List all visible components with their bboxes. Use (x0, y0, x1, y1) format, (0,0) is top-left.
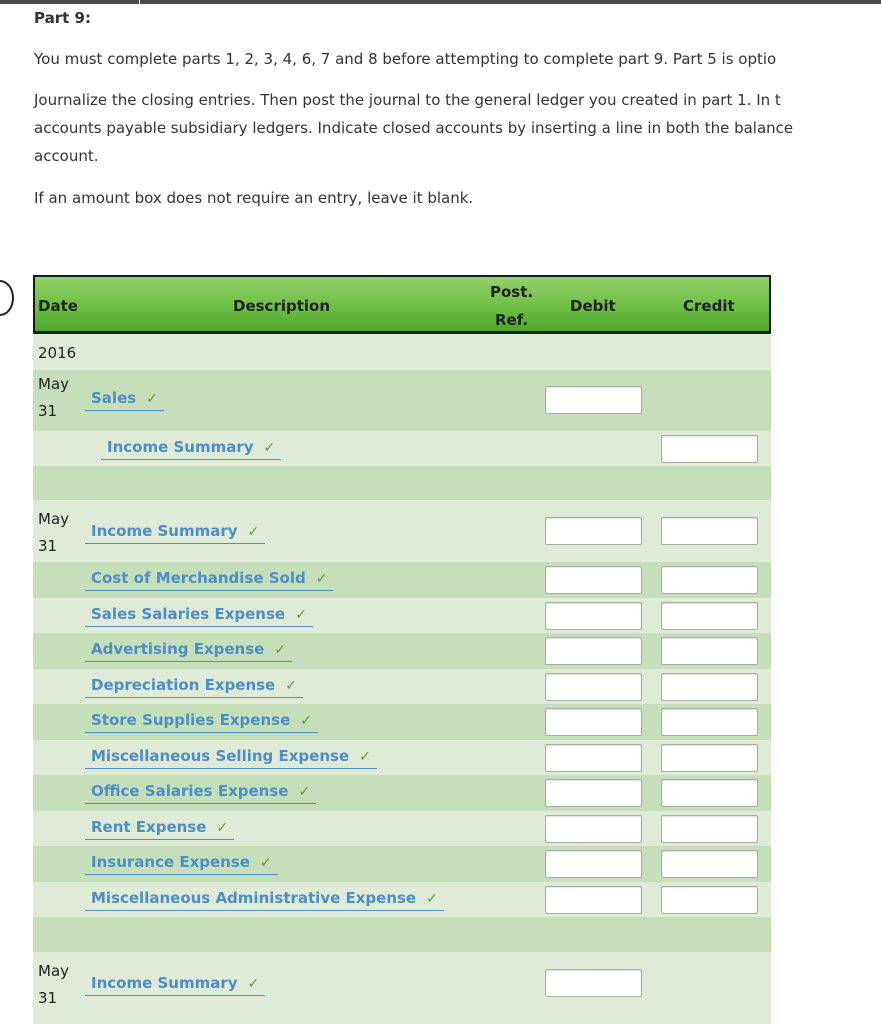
credit-input[interactable] (661, 850, 758, 878)
account-select[interactable] (85, 747, 377, 769)
table-row (33, 562, 771, 598)
debit-input[interactable] (545, 637, 642, 665)
spacer-row (33, 466, 771, 500)
date-day: 31 (38, 402, 58, 420)
check-icon: ✓ (146, 391, 158, 407)
table-row (33, 633, 771, 669)
instruction-line: If an amount box does not require an entry, leave it blank. (34, 189, 474, 207)
account-select[interactable] (85, 640, 292, 662)
debit-input[interactable] (545, 602, 642, 630)
check-icon: ✓ (247, 976, 260, 992)
date-month: May (38, 510, 70, 528)
account-select[interactable] (101, 438, 281, 460)
credit-input[interactable] (661, 566, 758, 594)
table-row (33, 598, 771, 633)
instruction-line: You must complete parts 1, 2, 3, 4, 6, 7 and 8 before attempting to complete part 9. Part 5 is optio (34, 50, 777, 68)
credit-input[interactable] (661, 517, 758, 545)
header-date: Date (38, 297, 78, 315)
debit-input[interactable] (545, 969, 642, 997)
header-divider (33, 333, 771, 334)
debit-input[interactable] (545, 566, 642, 594)
check-icon: ✓ (300, 713, 312, 729)
part-title: Part 9: (34, 9, 91, 27)
date-month: May (38, 962, 70, 980)
date-day: 31 (38, 537, 58, 555)
credit-input[interactable] (661, 744, 758, 772)
account-select[interactable] (85, 782, 316, 804)
instruction-line: account. (34, 147, 99, 165)
account-select[interactable] (85, 522, 265, 544)
instructions-paragraph (34, 86, 881, 170)
check-icon: ✓ (295, 607, 307, 623)
account-select[interactable] (85, 389, 164, 411)
account-name: Income Summary (91, 522, 238, 540)
debit-input[interactable] (545, 386, 642, 414)
blank-note (34, 184, 881, 212)
check-icon: ✓ (263, 440, 276, 456)
account-name: Office Salaries Expense (91, 782, 289, 800)
credit-input[interactable] (661, 708, 758, 736)
account-select[interactable] (85, 605, 313, 627)
check-icon: ✓ (216, 820, 229, 836)
account-name: Miscellaneous Administrative Expense (91, 889, 417, 907)
year-row (33, 334, 771, 370)
table-row (33, 846, 771, 882)
debit-input[interactable] (545, 779, 642, 807)
header-description: Description (233, 297, 331, 315)
account-name: Insurance Expense (91, 853, 250, 871)
account-select[interactable] (85, 974, 265, 996)
debit-input[interactable] (545, 517, 642, 545)
account-name: Sales (91, 389, 137, 407)
debit-input[interactable] (545, 886, 642, 914)
account-name: Income Summary (91, 974, 238, 992)
table-row (33, 775, 771, 811)
credit-input[interactable] (661, 779, 758, 807)
instruction-line: Journalize the closing entries. Then post the journal to the general ledger you created in part 1. In t (34, 91, 781, 109)
table-row (33, 370, 771, 431)
account-name: Cost of Merchandise Sold (91, 569, 306, 587)
header-post-ref-2: Ref. (495, 311, 529, 329)
debit-input[interactable] (545, 708, 642, 736)
table-row (33, 500, 771, 562)
table-row (33, 882, 771, 917)
account-select[interactable] (85, 889, 444, 911)
account-name: Miscellaneous Selling Expense (91, 747, 350, 765)
account-name: Depreciation Expense (91, 676, 276, 694)
date-month: May (38, 375, 70, 393)
account-name: Rent Expense (91, 818, 207, 836)
table-row (33, 811, 771, 846)
check-icon: ✓ (247, 524, 260, 540)
debit-input[interactable] (545, 744, 642, 772)
prerequisite-note (34, 45, 881, 73)
spacer-row (33, 917, 771, 952)
header-credit: Credit (683, 297, 735, 315)
table-row (33, 669, 771, 704)
account-name: Income Summary (107, 438, 254, 456)
year-label: 2016 (38, 344, 77, 362)
check-icon: ✓ (359, 749, 371, 765)
check-icon: ✓ (259, 855, 272, 871)
top-border (0, 0, 881, 4)
account-select[interactable] (85, 711, 318, 733)
check-icon: ✓ (298, 784, 311, 800)
account-name: Sales Salaries Expense (91, 605, 286, 623)
question-radio-button[interactable] (0, 280, 14, 316)
table-row (33, 952, 771, 1024)
account-select[interactable] (85, 853, 278, 875)
account-name: Advertising Expense (91, 640, 265, 658)
instruction-line: accounts payable subsidiary ledgers. Indicate closed accounts by inserting a line in both the balance (34, 119, 794, 137)
debit-input[interactable] (545, 850, 642, 878)
header-debit: Debit (570, 297, 616, 315)
header-post-ref: Post. (490, 283, 534, 301)
check-icon: ✓ (285, 678, 297, 694)
table-row (33, 740, 771, 775)
credit-input[interactable] (661, 886, 758, 914)
account-select[interactable] (85, 676, 303, 698)
account-name: Store Supplies Expense (91, 711, 291, 729)
credit-input[interactable] (661, 673, 758, 701)
check-icon: ✓ (274, 642, 287, 658)
journal-table (33, 275, 771, 1024)
date-day: 31 (38, 989, 58, 1007)
top-border-tick (139, 0, 140, 4)
credit-input[interactable] (661, 815, 758, 843)
table-row (33, 704, 771, 740)
journal-header (33, 275, 771, 333)
credit-input[interactable] (661, 602, 758, 630)
check-icon: ✓ (315, 571, 328, 587)
debit-input[interactable] (545, 673, 642, 701)
debit-input[interactable] (545, 815, 642, 843)
account-select[interactable] (85, 818, 234, 840)
check-icon: ✓ (426, 891, 438, 907)
account-select[interactable] (85, 569, 333, 591)
credit-input[interactable] (661, 637, 758, 665)
table-row (33, 431, 771, 466)
credit-input[interactable] (661, 435, 758, 463)
